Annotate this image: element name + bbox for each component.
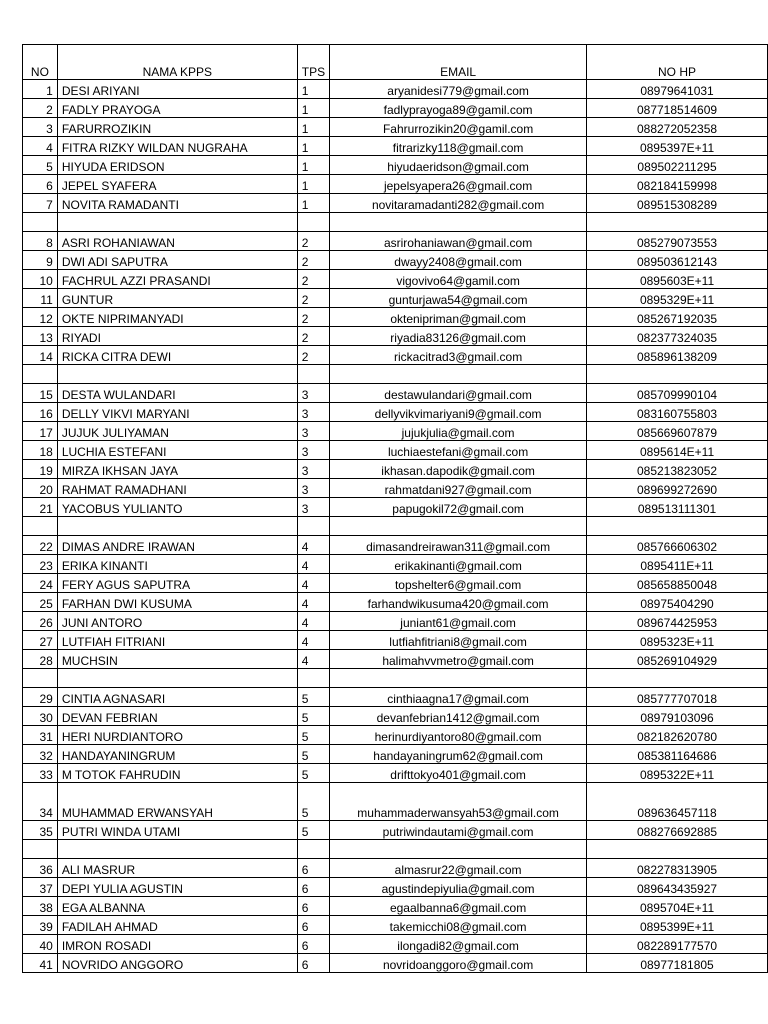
cell-tps: 1: [297, 80, 329, 99]
cell-no: 41: [23, 954, 58, 973]
cell-tps: 4: [297, 612, 329, 631]
cell-no: 35: [23, 821, 58, 840]
cell-no: 37: [23, 878, 58, 897]
empty-cell: [297, 213, 329, 232]
cell-no: 26: [23, 612, 58, 631]
cell-hp: 085381164686: [587, 745, 768, 764]
empty-cell: [57, 517, 297, 536]
empty-cell: [23, 213, 58, 232]
cell-no: 20: [23, 479, 58, 498]
cell-tps: 4: [297, 574, 329, 593]
cell-name: PUTRI WINDA UTAMI: [57, 821, 297, 840]
cell-tps: 2: [297, 308, 329, 327]
cell-no: 9: [23, 251, 58, 270]
header-name: NAMA KPPS: [57, 45, 297, 80]
cell-hp: 089699272690: [587, 479, 768, 498]
cell-tps: 3: [297, 498, 329, 517]
cell-tps: 1: [297, 194, 329, 213]
cell-hp: 0895329E+11: [587, 289, 768, 308]
cell-hp: 085213823052: [587, 460, 768, 479]
cell-no: 22: [23, 536, 58, 555]
cell-name: HANDAYANINGRUM: [57, 745, 297, 764]
cell-name: FERY AGUS SAPUTRA: [57, 574, 297, 593]
cell-tps: 4: [297, 631, 329, 650]
cell-hp: 0895614E+11: [587, 441, 768, 460]
header-tps: TPS: [297, 45, 329, 80]
cell-tps: 6: [297, 878, 329, 897]
cell-name: NOVRIDO ANGGORO: [57, 954, 297, 973]
cell-email: rickacitrad3@gmail.com: [330, 346, 587, 365]
cell-tps: 4: [297, 650, 329, 669]
table-row: [23, 555, 768, 574]
cell-email: hiyudaeridson@gmail.com: [330, 156, 587, 175]
header-row: [23, 45, 768, 80]
cell-no: 15: [23, 384, 58, 403]
cell-no: 38: [23, 897, 58, 916]
cell-tps: 4: [297, 593, 329, 612]
cell-email: takemicchi08@gmail.com: [330, 916, 587, 935]
header-email: EMAIL: [330, 45, 587, 80]
cell-tps: 5: [297, 783, 329, 821]
cell-name: DEPI YULIA AGUSTIN: [57, 878, 297, 897]
cell-email: fadlyprayoga89@gamil.com: [330, 99, 587, 118]
cell-name: HERI NURDIANTORO: [57, 726, 297, 745]
cell-email: cinthiaagna17@gmail.com: [330, 688, 587, 707]
cell-email: herinurdiyantoro80@gmail.com: [330, 726, 587, 745]
cell-name: RICKA CITRA DEWI: [57, 346, 297, 365]
cell-hp: 082182620780: [587, 726, 768, 745]
cell-tps: 6: [297, 897, 329, 916]
table-row: [23, 346, 768, 365]
empty-cell: [330, 517, 587, 536]
cell-hp: 089513111301: [587, 498, 768, 517]
spacer-row: [23, 669, 768, 688]
cell-email: jepelsyapera26@gmail.com: [330, 175, 587, 194]
cell-tps: 2: [297, 346, 329, 365]
empty-cell: [57, 840, 297, 859]
cell-hp: 089636457118: [587, 783, 768, 821]
cell-name: M TOTOK FAHRUDIN: [57, 764, 297, 783]
cell-tps: 2: [297, 289, 329, 308]
cell-no: 30: [23, 707, 58, 726]
cell-name: MUCHSIN: [57, 650, 297, 669]
cell-no: 32: [23, 745, 58, 764]
cell-no: 31: [23, 726, 58, 745]
cell-name: DESI ARIYANI: [57, 80, 297, 99]
cell-email: dwayy2408@gmail.com: [330, 251, 587, 270]
cell-name: DEVAN FEBRIAN: [57, 707, 297, 726]
table-row: [23, 232, 768, 251]
cell-no: 28: [23, 650, 58, 669]
cell-tps: 1: [297, 175, 329, 194]
cell-tps: 2: [297, 327, 329, 346]
cell-no: 8: [23, 232, 58, 251]
cell-tps: 6: [297, 954, 329, 973]
empty-cell: [297, 840, 329, 859]
cell-no: 2: [23, 99, 58, 118]
cell-tps: 3: [297, 441, 329, 460]
cell-hp: 088276692885: [587, 821, 768, 840]
table-row: [23, 935, 768, 954]
table-row: [23, 916, 768, 935]
header-hp: NO HP: [587, 45, 768, 80]
cell-email: fitrarizky118@gmail.com: [330, 137, 587, 156]
cell-hp: 082278313905: [587, 859, 768, 878]
empty-cell: [57, 365, 297, 384]
cell-no: 27: [23, 631, 58, 650]
empty-cell: [57, 213, 297, 232]
empty-cell: [587, 213, 768, 232]
empty-cell: [23, 517, 58, 536]
cell-hp: 085709990104: [587, 384, 768, 403]
cell-hp: 0895322E+11: [587, 764, 768, 783]
table-row: [23, 593, 768, 612]
cell-email: dimasandreirawan311@gmail.com: [330, 536, 587, 555]
empty-cell: [297, 669, 329, 688]
cell-hp: 0895411E+11: [587, 555, 768, 574]
cell-no: 1: [23, 80, 58, 99]
cell-name: FACHRUL AZZI PRASANDI: [57, 270, 297, 289]
cell-name: RIYADI: [57, 327, 297, 346]
cell-email: ikhasan.dapodik@gmail.com: [330, 460, 587, 479]
table-row: [23, 764, 768, 783]
cell-name: MIRZA IKHSAN JAYA: [57, 460, 297, 479]
cell-no: 7: [23, 194, 58, 213]
cell-no: 40: [23, 935, 58, 954]
cell-hp: 089502211295: [587, 156, 768, 175]
table-row: [23, 954, 768, 973]
cell-email: agustindepiyulia@gmail.com: [330, 878, 587, 897]
cell-hp: 085777707018: [587, 688, 768, 707]
spacer-row: [23, 517, 768, 536]
kpps-table: [22, 44, 768, 973]
spacer-row: [23, 365, 768, 384]
cell-email: novitaramadanti282@gmail.com: [330, 194, 587, 213]
table-row: [23, 859, 768, 878]
empty-cell: [57, 669, 297, 688]
cell-hp: 085267192035: [587, 308, 768, 327]
cell-email: novridoanggoro@gmail.com: [330, 954, 587, 973]
cell-hp: 0895323E+11: [587, 631, 768, 650]
cell-email: jujukjulia@gmail.com: [330, 422, 587, 441]
table-row: [23, 726, 768, 745]
table-row: [23, 574, 768, 593]
cell-tps: 4: [297, 536, 329, 555]
cell-email: devanfebrian1412@gmail.com: [330, 707, 587, 726]
cell-email: luchiaestefani@gmail.com: [330, 441, 587, 460]
cell-email: erikakinanti@gmail.com: [330, 555, 587, 574]
cell-hp: 085669607879: [587, 422, 768, 441]
table-row: [23, 308, 768, 327]
cell-no: 4: [23, 137, 58, 156]
cell-name: FARURROZIKIN: [57, 118, 297, 137]
cell-no: 39: [23, 916, 58, 935]
cell-name: DESTA WULANDARI: [57, 384, 297, 403]
empty-cell: [297, 365, 329, 384]
table-row: [23, 783, 768, 821]
cell-name: FITRA RIZKY WILDAN NUGRAHA: [57, 137, 297, 156]
table-row: [23, 650, 768, 669]
cell-tps: 5: [297, 821, 329, 840]
table-row: [23, 175, 768, 194]
table-row: [23, 137, 768, 156]
cell-tps: 1: [297, 118, 329, 137]
cell-no: 36: [23, 859, 58, 878]
empty-cell: [23, 840, 58, 859]
empty-cell: [330, 840, 587, 859]
cell-email: almasrur22@gmail.com: [330, 859, 587, 878]
table-row: [23, 631, 768, 650]
cell-name: ERIKA KINANTI: [57, 555, 297, 574]
table-row: [23, 289, 768, 308]
cell-tps: 1: [297, 99, 329, 118]
spacer-row: [23, 840, 768, 859]
cell-name: ASRI ROHANIAWAN: [57, 232, 297, 251]
cell-no: 6: [23, 175, 58, 194]
cell-tps: 3: [297, 460, 329, 479]
cell-name: LUCHIA ESTEFANI: [57, 441, 297, 460]
cell-name: LUTFIAH FITRIANI: [57, 631, 297, 650]
table-row: [23, 821, 768, 840]
cell-name: DELLY VIKVI MARYANI: [57, 403, 297, 422]
cell-name: OKTE NIPRIMANYADI: [57, 308, 297, 327]
cell-no: 16: [23, 403, 58, 422]
cell-hp: 0895399E+11: [587, 916, 768, 935]
cell-email: aryanidesi779@gmail.com: [330, 80, 587, 99]
cell-no: 34: [23, 783, 58, 821]
spacer-row: [23, 213, 768, 232]
cell-hp: 089503612143: [587, 251, 768, 270]
empty-cell: [330, 365, 587, 384]
cell-hp: 087718514609: [587, 99, 768, 118]
table-row: [23, 422, 768, 441]
cell-hp: 088272052358: [587, 118, 768, 137]
cell-tps: 2: [297, 270, 329, 289]
cell-hp: 082289177570: [587, 935, 768, 954]
cell-email: vigovivo64@gamil.com: [330, 270, 587, 289]
empty-cell: [587, 517, 768, 536]
cell-tps: 6: [297, 859, 329, 878]
cell-email: gunturjawa54@gmail.com: [330, 289, 587, 308]
cell-no: 18: [23, 441, 58, 460]
cell-tps: 6: [297, 916, 329, 935]
empty-cell: [23, 365, 58, 384]
cell-no: 19: [23, 460, 58, 479]
table-row: [23, 384, 768, 403]
cell-email: muhammaderwansyah53@gmail.com: [330, 783, 587, 821]
cell-hp: 0895397E+11: [587, 137, 768, 156]
table-row: [23, 897, 768, 916]
cell-email: destawulandari@gmail.com: [330, 384, 587, 403]
cell-name: IMRON ROSADI: [57, 935, 297, 954]
table-row: [23, 156, 768, 175]
table-row: [23, 498, 768, 517]
table-row: [23, 251, 768, 270]
table-row: [23, 80, 768, 99]
cell-email: farhandwikusuma420@gmail.com: [330, 593, 587, 612]
cell-hp: 085658850048: [587, 574, 768, 593]
table-row: [23, 460, 768, 479]
cell-name: FARHAN DWI KUSUMA: [57, 593, 297, 612]
cell-tps: 4: [297, 555, 329, 574]
table-row: [23, 878, 768, 897]
cell-tps: 6: [297, 935, 329, 954]
cell-email: dellyvikvimariyani9@gmail.com: [330, 403, 587, 422]
cell-name: GUNTUR: [57, 289, 297, 308]
cell-tps: 3: [297, 479, 329, 498]
cell-tps: 1: [297, 156, 329, 175]
cell-hp: 085766606302: [587, 536, 768, 555]
cell-email: oktenipriman@gmail.com: [330, 308, 587, 327]
cell-no: 29: [23, 688, 58, 707]
empty-cell: [330, 669, 587, 688]
cell-no: 11: [23, 289, 58, 308]
cell-no: 25: [23, 593, 58, 612]
cell-name: FADILAH AHMAD: [57, 916, 297, 935]
cell-email: Fahrurrozikin20@gamil.com: [330, 118, 587, 137]
cell-no: 3: [23, 118, 58, 137]
cell-name: RAHMAT RAMADHANI: [57, 479, 297, 498]
cell-tps: 3: [297, 384, 329, 403]
cell-hp: 089643435927: [587, 878, 768, 897]
cell-email: ilongadi82@gmail.com: [330, 935, 587, 954]
table-body: [23, 45, 768, 973]
cell-tps: 5: [297, 707, 329, 726]
header-no: NO: [23, 45, 58, 80]
cell-hp: 089515308289: [587, 194, 768, 213]
cell-hp: 08975404290: [587, 593, 768, 612]
cell-name: JUNI ANTORO: [57, 612, 297, 631]
cell-no: 24: [23, 574, 58, 593]
cell-email: papugokil72@gmail.com: [330, 498, 587, 517]
empty-cell: [587, 840, 768, 859]
cell-no: 33: [23, 764, 58, 783]
empty-cell: [297, 517, 329, 536]
cell-tps: 5: [297, 745, 329, 764]
cell-name: JEPEL SYAFERA: [57, 175, 297, 194]
table-row: [23, 745, 768, 764]
cell-email: handayaningrum62@gmail.com: [330, 745, 587, 764]
cell-tps: 2: [297, 251, 329, 270]
cell-tps: 5: [297, 688, 329, 707]
cell-email: halimahvvmetro@gmail.com: [330, 650, 587, 669]
cell-no: 13: [23, 327, 58, 346]
cell-email: riyadia83126@gmail.com: [330, 327, 587, 346]
cell-no: 10: [23, 270, 58, 289]
table-row: [23, 99, 768, 118]
cell-hp: 089674425953: [587, 612, 768, 631]
cell-tps: 2: [297, 232, 329, 251]
table-row: [23, 118, 768, 137]
cell-name: HIYUDA ERIDSON: [57, 156, 297, 175]
cell-no: 14: [23, 346, 58, 365]
empty-cell: [330, 213, 587, 232]
cell-no: 21: [23, 498, 58, 517]
table-row: [23, 536, 768, 555]
cell-hp: 085279073553: [587, 232, 768, 251]
cell-email: egaalbanna6@gmail.com: [330, 897, 587, 916]
cell-hp: 085896138209: [587, 346, 768, 365]
cell-name: NOVITA RAMADANTI: [57, 194, 297, 213]
cell-name: FADLY PRAYOGA: [57, 99, 297, 118]
cell-hp: 08977181805: [587, 954, 768, 973]
table-row: [23, 194, 768, 213]
table-row: [23, 479, 768, 498]
cell-email: asrirohaniawan@gmail.com: [330, 232, 587, 251]
cell-name: ALI MASRUR: [57, 859, 297, 878]
cell-email: rahmatdani927@gmail.com: [330, 479, 587, 498]
empty-cell: [587, 669, 768, 688]
cell-name: DIMAS ANDRE IRAWAN: [57, 536, 297, 555]
table-row: [23, 403, 768, 422]
cell-no: 5: [23, 156, 58, 175]
empty-cell: [587, 365, 768, 384]
table-row: [23, 688, 768, 707]
cell-tps: 3: [297, 403, 329, 422]
cell-no: 23: [23, 555, 58, 574]
cell-tps: 1: [297, 137, 329, 156]
cell-no: 12: [23, 308, 58, 327]
table-row: [23, 327, 768, 346]
table-row: [23, 270, 768, 289]
cell-email: topshelter6@gmail.com: [330, 574, 587, 593]
cell-hp: 085269104929: [587, 650, 768, 669]
cell-email: putriwindautami@gmail.com: [330, 821, 587, 840]
cell-hp: 083160755803: [587, 403, 768, 422]
cell-hp: 08979103096: [587, 707, 768, 726]
cell-name: YACOBUS YULIANTO: [57, 498, 297, 517]
cell-name: DWI ADI SAPUTRA: [57, 251, 297, 270]
cell-no: 17: [23, 422, 58, 441]
cell-email: drifttokyo401@gmail.com: [330, 764, 587, 783]
cell-name: EGA ALBANNA: [57, 897, 297, 916]
cell-hp: 0895704E+11: [587, 897, 768, 916]
cell-name: CINTIA AGNASARI: [57, 688, 297, 707]
cell-name: MUHAMMAD ERWANSYAH: [57, 783, 297, 821]
cell-tps: 5: [297, 726, 329, 745]
cell-name: JUJUK JULIYAMAN: [57, 422, 297, 441]
cell-tps: 5: [297, 764, 329, 783]
cell-hp: 082377324035: [587, 327, 768, 346]
table-row: [23, 707, 768, 726]
table-row: [23, 612, 768, 631]
table-row: [23, 441, 768, 460]
cell-tps: 3: [297, 422, 329, 441]
cell-hp: 08979641031: [587, 80, 768, 99]
cell-hp: 082184159998: [587, 175, 768, 194]
cell-email: lutfiahfitriani8@gmail.com: [330, 631, 587, 650]
cell-hp: 0895603E+11: [587, 270, 768, 289]
cell-email: juniant61@gmail.com: [330, 612, 587, 631]
empty-cell: [23, 669, 58, 688]
